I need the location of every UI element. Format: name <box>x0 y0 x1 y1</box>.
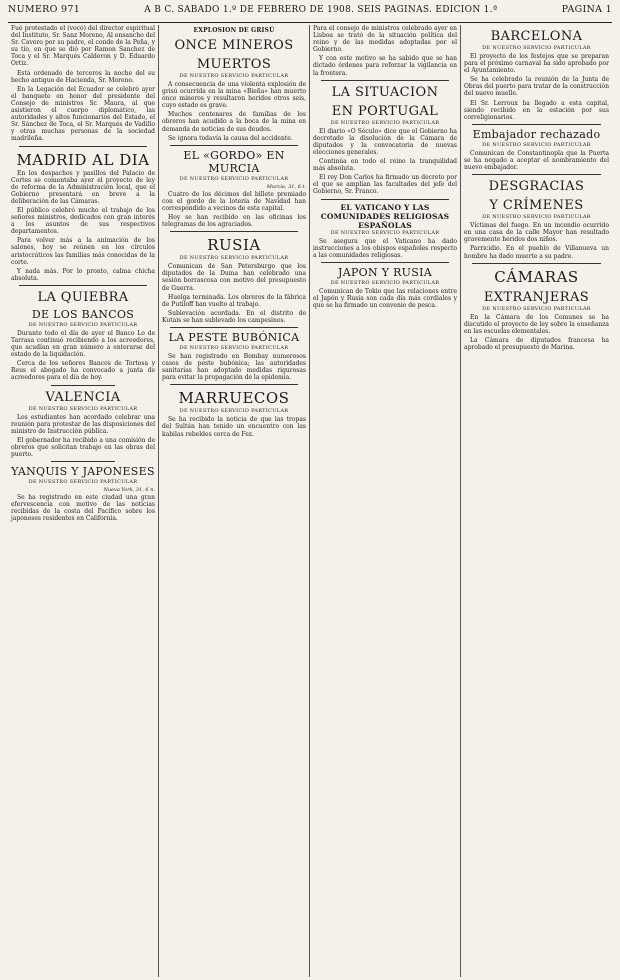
paragraph: Está ordenado de terceros la noche del su hecho antiguo de Hacienda, Sr. Moreno. <box>11 69 155 84</box>
paragraph: El rey Don Carlos ha firmado un decreto por el que se amplían las facultades del jefe del Gobierno, Sr. Franco. <box>313 174 457 196</box>
divider <box>170 327 298 328</box>
service-line: DE NUESTRO SERVICIO PARTICULAR <box>330 279 440 286</box>
headline-muertos: MUERTOS <box>196 57 272 72</box>
headline-rusia: RUSIA <box>207 236 261 255</box>
paragraph: Fué protestado el (vocó) del director espiritual del Instituto, Sr. Sanz Moreno, Al ensancho del Sr. Cavero por su padre, el conde de la Peña, y su tío, en que se dió por Ramon Sanchez de Toca y el Sr. Marqués Calderon y D. Eduardo Ortiz. <box>11 25 155 68</box>
service-line: DE NUESTRO SERVICIO PARTICULAR <box>179 255 289 262</box>
paragraph: Y con este motivo se ha sabido que se han dictado órdenes para reforzar la vigilancia en la frontera. <box>313 55 457 77</box>
headline-valencia: VALENCIA <box>45 389 121 405</box>
service-line: DE NUESTRO SERVICIO PARTICULAR <box>179 175 289 182</box>
divider <box>472 124 601 125</box>
headline-la-peste-bubonica: LA PESTE BUBÓNICA <box>168 330 300 344</box>
paragraph: Continúa en todo el reino la tranquilidad más absoluta. <box>313 158 457 173</box>
dateline: Nueva York, 31, 6 n. <box>103 487 155 494</box>
divider <box>472 263 601 264</box>
paragraph: Se ignora todavía la causa del accidente. <box>168 134 293 142</box>
paragraph: En los despachos y pasillos del Palacio de Cortes se comentaba ayer el proyecto de ley de reforma de la Administración local, que el Gobierno presentará en breve a la deliberación de las Cámaras. <box>11 169 155 205</box>
column-2 <box>159 25 310 977</box>
service-line: DE NUESTRO SERVICIO PARTICULAR <box>330 119 440 126</box>
service-line: DE NUESTRO SERVICIO PARTICULAR <box>482 214 591 221</box>
divider <box>51 385 115 386</box>
divider <box>170 145 298 146</box>
issue-number: NUMERO 971 <box>8 4 81 15</box>
headline-en-portugal: EN PORTUGAL <box>331 103 439 119</box>
page-number: PAGINA 1 <box>561 4 612 15</box>
divider <box>170 231 298 232</box>
paragraph: Muchos centenares de familias de los obreros han acudido a la boca de la mina en demanda de noticias de sus deudos. <box>162 111 306 133</box>
paragraph: El diario «O Século» dice que el Gobierno ha decretado la disolución de la Cámara de diputados y la convocatoria de nuevas elecciones generales. <box>313 127 457 156</box>
dateline: Murcia, 31, 6 t. <box>266 183 306 190</box>
headline-once-mineros: ONCE MINEROS <box>174 38 294 53</box>
divider <box>321 199 449 200</box>
divider <box>472 174 601 175</box>
service-line: DE NUESTRO SERVICIO PARTICULAR <box>330 229 440 236</box>
headline-la-situacion: LA SITUACION <box>331 84 439 100</box>
divider <box>19 146 147 147</box>
divider <box>19 285 147 286</box>
service-line: DE NUESTRO SERVICIO PARTICULAR <box>179 408 289 415</box>
divider <box>321 262 449 263</box>
paragraph: El Sr. Lerroux ha llegado a esta capital, siendo recibido en la estación por sus correligionarios. <box>464 99 609 121</box>
paragraph: Huelga terminada. Los obreros de la fábrica de Putiloff han vuelto al trabajo. <box>162 293 306 308</box>
service-line: DE NUESTRO SERVICIO PARTICULAR <box>179 344 289 351</box>
headline-de-los-bancos: DE LOS BANCOS <box>31 307 135 321</box>
paragraph: El gobernador ha recibido a una comisión de obreros que solicitan trabajo en las obras del puerto. <box>11 436 155 459</box>
paragraph: Comunican de Tokio que las relaciones entre el Japón y Rusia son cada día más cordiales y que se ha firmado un convenio de pesca. <box>313 287 457 309</box>
service-line: DE NUESTRO SERVICIO PARTICULAR <box>179 73 289 79</box>
headline-camaras: CÁMARAS <box>494 267 579 286</box>
kicker: EXPLOSION DE GRISÚ <box>193 27 275 34</box>
paragraph: Se ha celebrado la reunión de la Junta de Obras del puerto para tratar de la construcción del nuevo muelle. <box>464 76 609 98</box>
paragraph: Se asegura que el Vaticano ha dado instrucciones a los obispos españoles respecto a las comunidades religiosas. <box>313 237 457 259</box>
headline-japon-y-rusia: JAPON Y RUSIA <box>338 265 432 279</box>
service-line: DE NUESTRO SERVICIO PARTICULAR <box>482 305 591 312</box>
service-line: DE NUESTRO SERVICIO PARTICULAR <box>28 321 138 328</box>
headline-y-crimenes: Y CRÍMENES <box>489 198 584 214</box>
headline-extranjeras: EXTRANJERAS <box>483 289 590 305</box>
headline-barcelona: BARCELONA <box>490 29 583 44</box>
dateline: A B C. SABADO 1.º DE FEBRERO DE 1908. SEIS PAGINAS. EDICION 1.ª <box>144 5 498 15</box>
paragraph: Parricidio. En el pueblo de Villanueva un hombre ha dado muerte a su padre. <box>464 245 609 260</box>
service-line: DE NUESTRO SERVICIO PARTICULAR <box>482 45 591 51</box>
paragraph: En la Cámara de los Comunes se ha discutido el proyecto de ley sobre la enseñanza en las escuelas elementales. <box>464 313 609 335</box>
divider <box>170 384 298 385</box>
headline-vaticano: EL VATICANO Y LAS COMUNIDADES RELIGIOSAS ESPAÑOLAS <box>320 202 450 230</box>
headline-desgracias: DESGRACIAS <box>488 179 585 195</box>
divider <box>321 80 449 81</box>
headline-el-gordo-en-murcia: EL «GORDO» EN MURCIA <box>183 148 285 175</box>
divider <box>51 461 115 462</box>
paragraph: Se han registrado en Bombay numerosos casos de peste bubónica; las autoridades sanitarias han adoptado medidas rigurosas para evitar la propagación de la epidemia. <box>162 352 306 382</box>
column-4 <box>461 25 612 977</box>
paragraph: Comunican de Constantinopla que la Puerta se ha negado a aceptar el nombramiento del nuevo embajador. <box>464 149 609 172</box>
paragraph: En la Legación del Ecuador se celebró ayer el banquete en honor del presidente del Consejo de ministros Sr. Maura, al que asistieron el cuerpo diplomático, las autoridades y altos funcionarios del Estado, el Sr. Sánchez de Toca, el Sr. Marqués de Vadillo y otras muchas personas de la sociedad madrileña. <box>11 85 155 143</box>
paragraph: Para el consejo de ministros celebrado ayer en Lisboa se trató de la situación política del reino y de las medidas adoptadas por el Gobierno. <box>313 25 457 54</box>
paragraph: Se ha registrado en este ciudad una gran efervescencia con motivo de las noticias recibidas de la costa del Pacífico sobre los japoneses residentes en California. <box>11 494 155 523</box>
service-line: DE NUESTRO SERVICIO PARTICULAR <box>482 141 591 148</box>
masthead <box>8 0 612 23</box>
paragraph: A consecuencia de una violenta explosión de grisú ocurrida en la mina «Bieña» han muerto once mineros y resultaron heridos otros seis, cuyo estado es grave. <box>162 81 306 110</box>
service-line: DE NUESTRO SERVICIO PARTICULAR <box>28 405 138 412</box>
paragraph: Cuatro de los décimos del billete premiado con el gordo de la lotería de Navidad han correspondido a vecinos de esta capital. <box>162 190 306 212</box>
paragraph: Cerca de los señores Bancos de Tortosa y Reus el abogado ha convocado a junta de acreedores para el día de hoy. <box>11 360 155 382</box>
paragraph: Se ha recibido la noticia de que las tropas del Sultán han tenido un encuentro con las kabilas rebeldes cerca de Fez. <box>162 416 306 438</box>
paragraph: Durante todo el día de ayer el Banco Lo de Tarrasa continuó recibiendo a los acreedores, que acudían en gran número a enterarse del estado de la liquidación. <box>11 329 155 359</box>
paragraph: Comunican de San Petersburgo que los diputados de la Duma han celebrado una sesión borrascosa con motivo del presupuesto de Guerra. <box>162 263 306 292</box>
headline-yanquis-y-japoneses: YANQUIS Y JAPONESES <box>11 465 155 479</box>
service-line: DE NUESTRO SERVICIO PARTICULAR <box>28 479 138 486</box>
headline-embajador-rechazado: Embajador rechazado <box>472 127 601 141</box>
paragraph: La Cámara de diputados francesa ha aprobado el presupuesto de Marina. <box>464 336 609 351</box>
paragraph: El proyecto de los festejos que se preparan para el próximo carnaval ha sido aprobado por el Ayuntamiento. <box>464 53 609 75</box>
paragraph: Sublevación acordada. En el distrito de Kutais se han sublevado los campesinos. <box>162 309 306 324</box>
paragraph: El público celebró mucho el trabajo de los señores ministros, dedicados con gran interés a los asuntos de sus respectivos departamentos. <box>11 206 155 236</box>
paragraph: Para volver más a la animación de los salones, hoy se reúnen en los círculos aristocráticos las familias más conocidas de la corte. <box>11 237 155 266</box>
paragraph: Y nada más. Por lo pronto, calma chicha absoluta. <box>11 267 155 282</box>
paragraph: Víctimas del fuego. En un incendio ocurrido en una casa de la calle Mayor han resultado gravemente heridos dos niños. <box>464 222 609 244</box>
column-1 <box>8 25 159 977</box>
headline-madrid-al-dia: MADRID AL DIA <box>16 150 150 169</box>
column-3 <box>310 25 461 977</box>
headline-marruecos: MARRUECOS <box>178 389 290 408</box>
paragraph: Los estudiantes han acordado celebrar una reunión para protestar de las disposiciones del ministro de Instrucción pública. <box>11 413 155 435</box>
headline-la-quiebra: LA QUIEBRA <box>37 289 129 305</box>
paragraph: Hoy se han recibido en las oficinas los telegramas de los agraciados. <box>162 214 306 229</box>
